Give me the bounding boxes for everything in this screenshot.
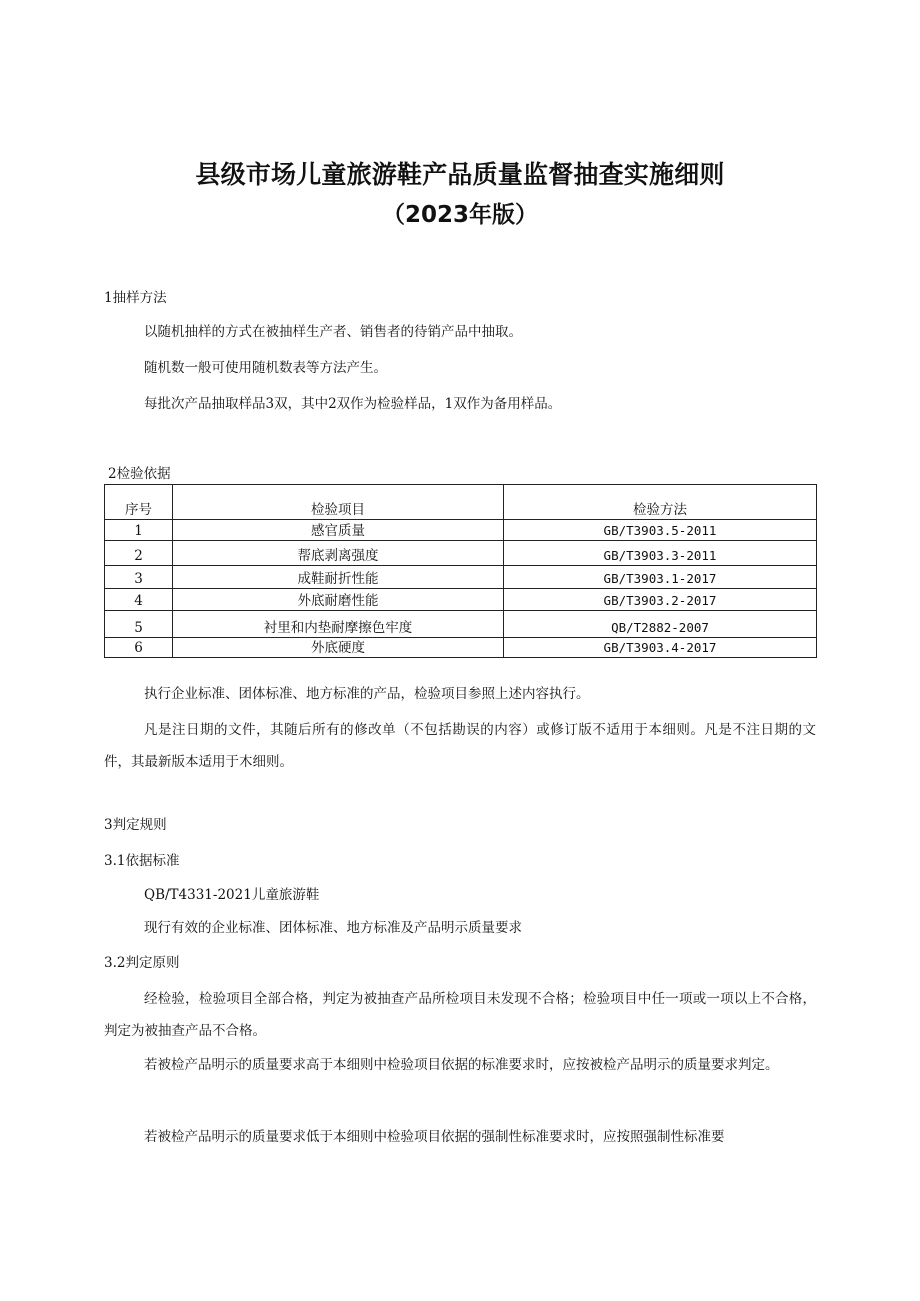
table-row	[105, 541, 817, 566]
document-title: 县级市场儿童旅游鞋产品质量监督抽查实施细则	[195, 160, 725, 189]
table-row	[105, 589, 817, 611]
section-1-paragraph: 随机数一般可使用随机数表等方法产生。	[144, 360, 387, 376]
table-cell: GB/T3903.2-2017	[504, 589, 817, 611]
section-3-2-paragraph: 若被检产品明示的质量要求低于本细则中检验项目依据的强制性标准要求时，应按照强制性标准要	[144, 1129, 725, 1145]
table-row	[105, 611, 817, 638]
table-cell: 1	[105, 520, 173, 541]
table-row	[105, 520, 817, 541]
inspection-table	[104, 484, 816, 658]
table-cell: 2	[105, 541, 173, 566]
table-cell: 3	[105, 566, 173, 589]
table-row	[105, 566, 817, 589]
table-cell: 5	[105, 611, 173, 638]
table-row	[105, 638, 817, 658]
document-subtitle: （2023年版）	[381, 202, 538, 228]
table-cell: 帮底剥离强度	[173, 541, 504, 566]
table-cell: 成鞋耐折性能	[173, 566, 504, 589]
section-2-paragraph: 凡是注日期的文件，其随后所有的修改单（不包括勘误的内容）或修订版不适用于本细则。凡是不注日期的文件，其最新版本适用于木细则。	[104, 722, 816, 770]
section-3-heading: 3判定规则	[104, 817, 167, 833]
section-3-1-line: QB/T4331-2021儿童旅游鞋	[144, 887, 320, 903]
table-cell: 外底硬度	[173, 638, 504, 658]
table-header-cell: 检验方法	[504, 485, 817, 520]
section-3-2-paragraph: 若被检产品明示的质量要求高于本细则中检验项目依据的标准要求时，应按被检产品明示的质量要求判定。	[144, 1057, 779, 1073]
section-1-paragraph: 以随机抽样的方式在被抽样生产者、销售者的待销产品中抽取。	[144, 324, 522, 340]
table-header-cell: 检验项目	[173, 485, 504, 520]
table-cell: QB/T2882-2007	[504, 611, 817, 638]
table-cell: GB/T3903.3-2011	[504, 541, 817, 566]
section-3-1-heading: 3.1依据标准	[104, 853, 180, 869]
section-3-2-heading: 3.2判定原则	[104, 955, 180, 971]
table-cell: 外底耐磨性能	[173, 589, 504, 611]
table-cell: 6	[105, 638, 173, 658]
table-cell: 感官质量	[173, 520, 504, 541]
table-cell: GB/T3903.4-2017	[504, 638, 817, 658]
table-header-row	[105, 485, 817, 520]
section-3-1-line: 现行有效的企业标准、团体标准、地方标准及产品明示质量要求	[144, 920, 522, 936]
section-2-heading: 2检验依据	[108, 466, 171, 482]
section-3-2-paragraph: 经检验，检验项目全部合格，判定为被抽查产品所检项目未发现不合格；检验项目中任一项或一项以上不合格，判定为被抽查产品不合格。	[104, 991, 816, 1039]
table-cell: GB/T3903.1-2017	[504, 566, 817, 589]
table-cell: 4	[105, 589, 173, 611]
section-1-paragraph: 每批次产品抽取样品3双，其中2双作为检验样品，1双作为备用样品。	[144, 396, 562, 412]
section-1-heading: 1抽样方法	[104, 290, 167, 306]
table-cell: GB/T3903.5-2011	[504, 520, 817, 541]
table-cell: 衬里和内垫耐摩擦色牢度	[173, 611, 504, 638]
section-2-paragraph: 执行企业标准、团体标准、地方标准的产品，检验项目参照上述内容执行。	[144, 686, 590, 702]
table-header-cell: 序号	[105, 485, 173, 520]
